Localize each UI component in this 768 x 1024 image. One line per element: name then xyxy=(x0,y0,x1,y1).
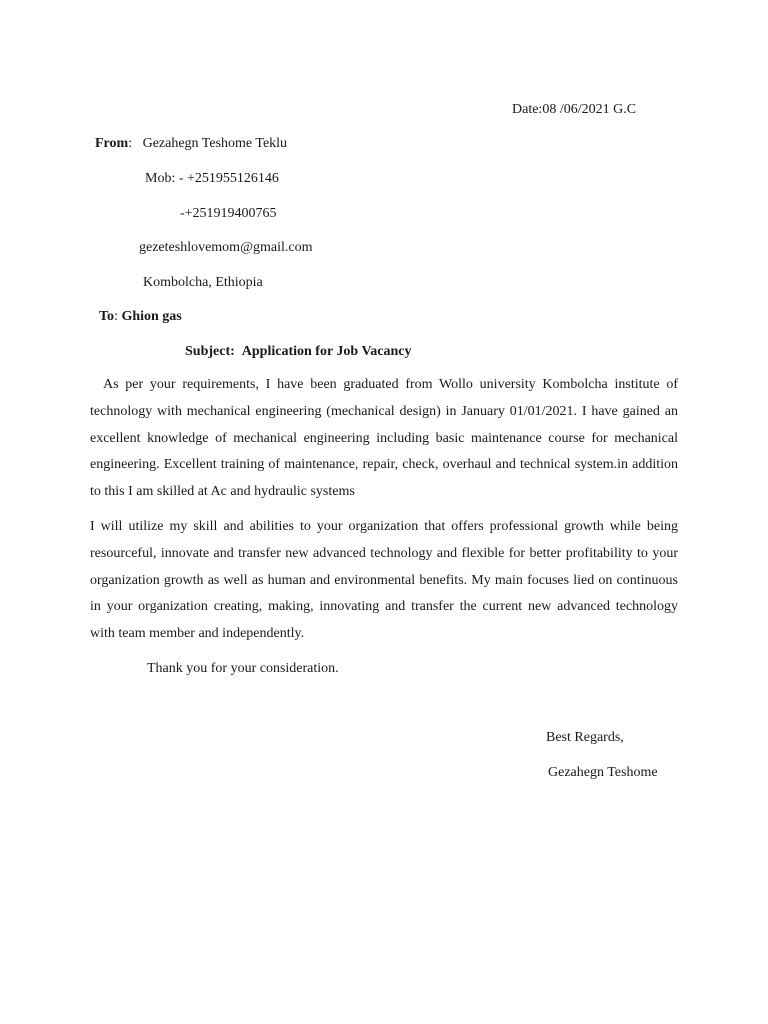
subject-label: Subject: xyxy=(185,344,235,359)
letter-date: Date:08 /06/2021 G.C xyxy=(512,102,637,117)
body-paragraph-2: I will utilize my skill and abilities to your organization that offers professional growth while being resourceful, innovate and transfer new advanced technology and flexible for better profitability to your organization growth as well as human and environmental benefits. My main focuses lied on continuous in your organization creating, making, innovating and transfer the current new advanced technology with team member and independently. xyxy=(90,519,678,642)
sender-name: Gezahegn Teshome Teklu xyxy=(142,136,288,151)
subject-line xyxy=(185,344,412,361)
recipient-line xyxy=(99,309,182,326)
thanks-line: Thank you for your consideration. xyxy=(147,661,339,676)
to-colon: : xyxy=(114,309,118,324)
from-colon: : xyxy=(128,136,133,151)
closing-line: Best Regards, xyxy=(546,730,624,745)
sender-email: gezeteshlovemom@gmail.com xyxy=(139,240,313,255)
sender-location: Kombolcha, Ethiopia xyxy=(143,275,263,290)
sender-mobile-primary: Mob: - +251955126146 xyxy=(145,171,279,186)
body-paragraph-1: As per your requirements, I have been graduated from Wollo university Kombolcha institute of technology with mechanical engineering (mechanical design) in January 01/01/2021. I have gained an excellent knowledge of mechanical engineering including basic maintenance course for mechanical engineering. Excellent training of maintenance, repair, check, overhaul and technical system.in addition to this I am skilled at Ac and hydraulic systems xyxy=(90,377,678,500)
sender-line xyxy=(95,136,287,153)
subject-text: Application for Job Vacancy xyxy=(241,344,412,359)
sender-mobile-secondary: -+251919400765 xyxy=(180,206,277,221)
to-label: To xyxy=(99,309,115,324)
signature-name: Gezahegn Teshome xyxy=(548,765,658,780)
recipient-name: Ghion gas xyxy=(121,309,182,324)
from-label: From xyxy=(95,136,129,151)
